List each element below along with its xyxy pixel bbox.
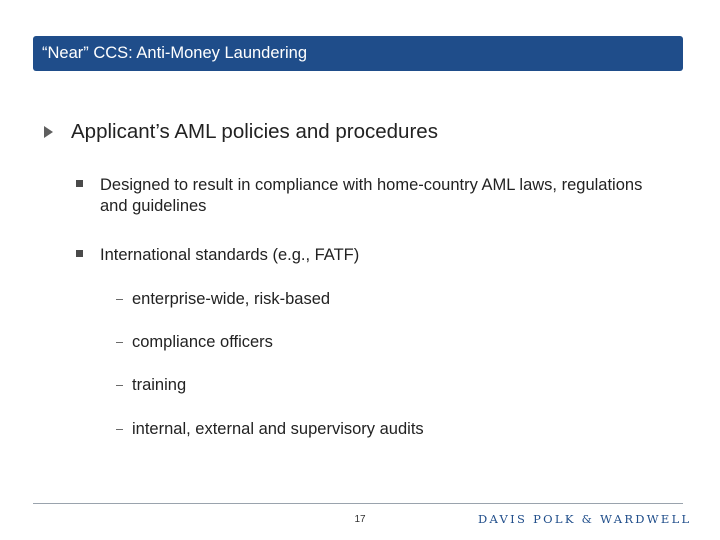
main-bullet-text: Applicant’s AML policies and procedures [71,120,438,143]
triangle-bullet-icon [44,126,53,138]
dash-item [116,333,273,352]
dash-bullet-icon [116,429,123,430]
slide-title: “Near” CCS: Anti-Money Laundering [42,44,308,62]
main-bullet [44,120,438,144]
dash-item-text: compliance officers [132,333,273,351]
firm-logo: DAVIS POLK & WARDWELL [478,512,692,526]
dash-item [116,376,186,395]
square-bullet-icon [76,180,83,187]
dash-bullet-icon [116,299,123,300]
sub-bullet-text: International standards (e.g., FATF) [100,246,360,264]
square-bullet-icon [76,250,83,257]
dash-item-text: enterprise-wide, risk-based [132,290,331,308]
dash-bullet-icon [116,342,123,343]
sub-bullet-text: Designed to result in compliance with home-country AML laws, regulations and guidelines [100,176,643,215]
dash-bullet-icon [116,385,123,386]
dash-item-text: internal, external and supervisory audits [132,420,424,438]
sub-bullet [76,175,660,217]
dash-item-text: training [132,376,187,394]
page-number: 17 [354,514,366,525]
slide-title-bar [33,36,683,71]
dash-item [116,290,330,309]
footer-divider [33,503,683,504]
dash-item [116,420,424,439]
sub-bullet [76,245,660,266]
